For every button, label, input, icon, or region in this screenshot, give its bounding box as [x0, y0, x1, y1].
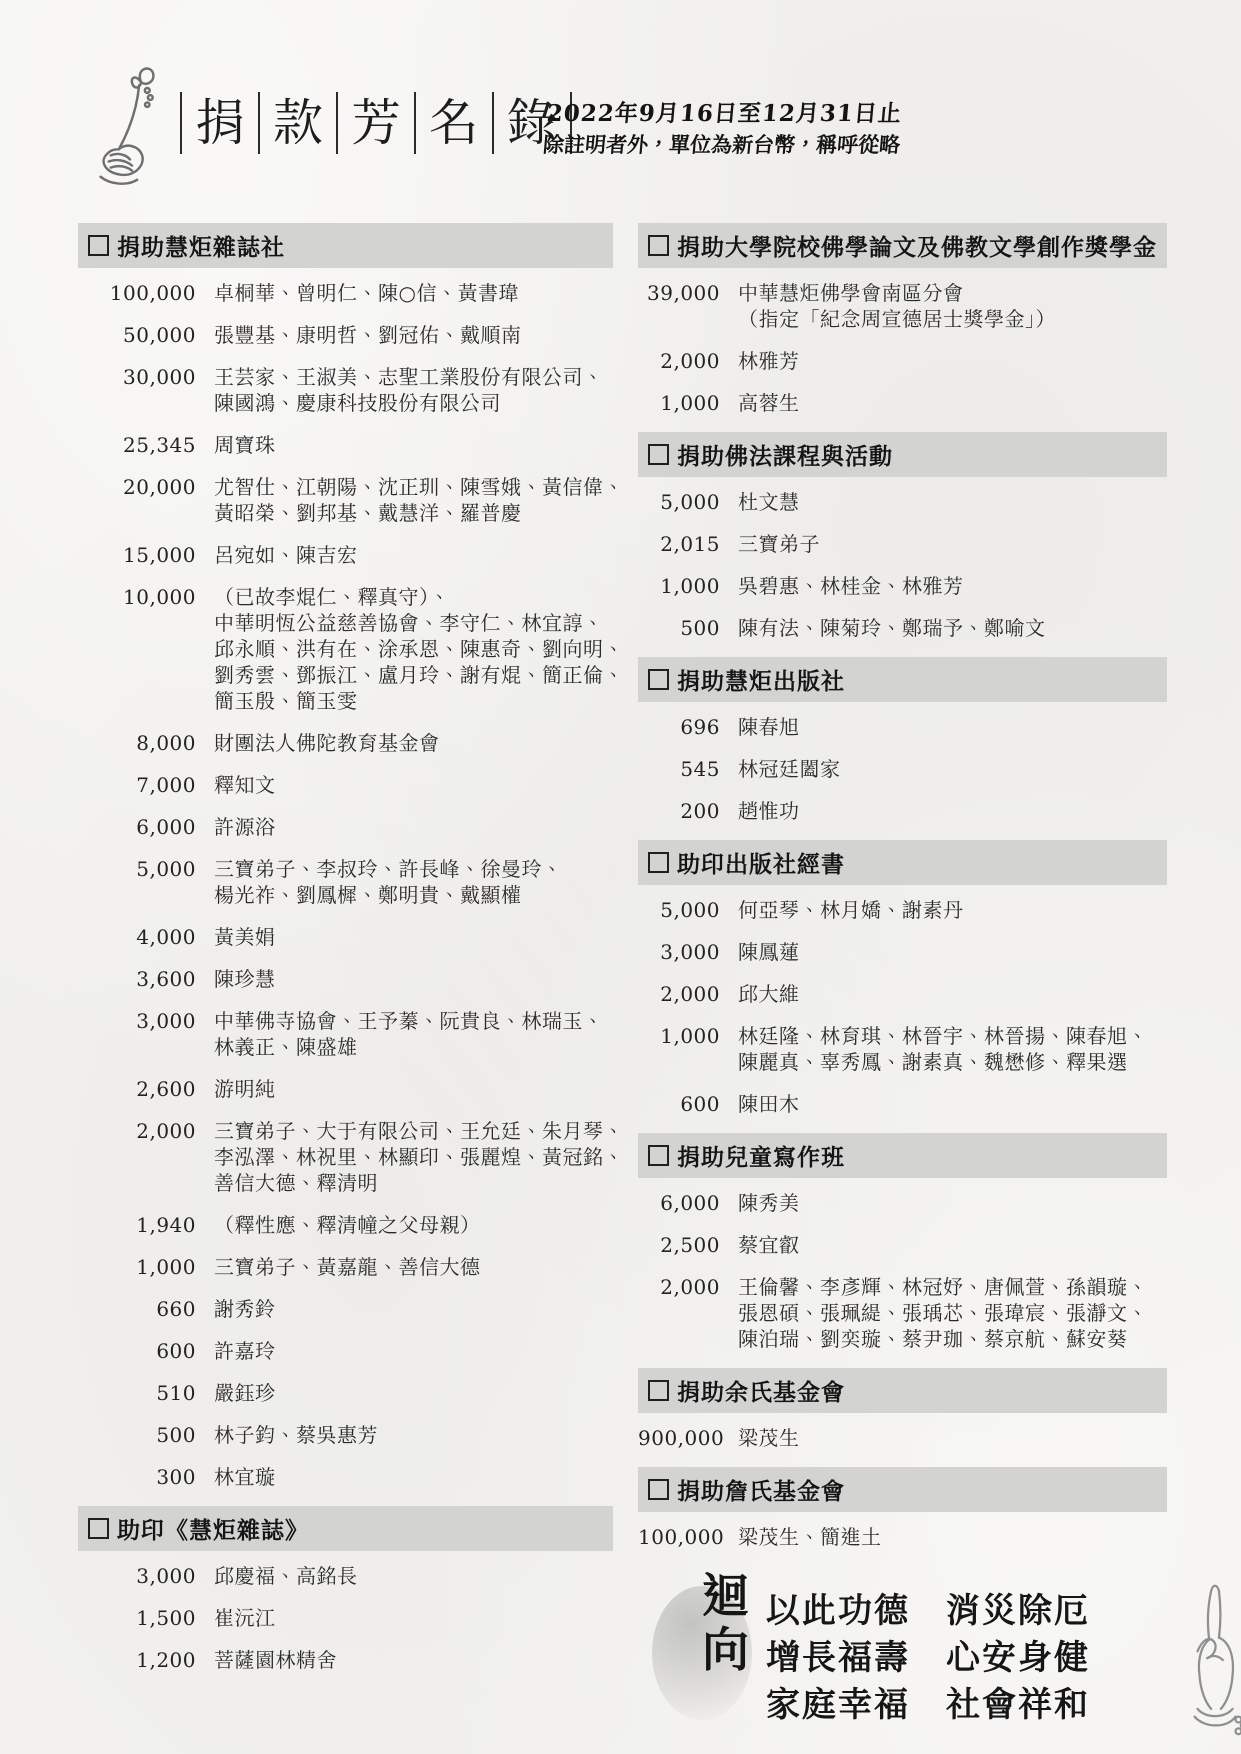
- section-title: 捐助兒童寫作班: [677, 1144, 845, 1170]
- donation-entry: [78, 1118, 624, 1196]
- donor-names: [720, 1190, 1167, 1216]
- donor-names: [196, 1076, 613, 1102]
- donor-name-line: 林義正、陳盛雄: [214, 1035, 358, 1059]
- donation-amount: 1,000: [660, 1024, 720, 1048]
- donor-name-line: 卓桐華、曾明仁、陳○信、黃書瑋: [214, 281, 519, 305]
- donor-name-line: 三寶弟子、黃嘉龍、善信大德: [214, 1255, 481, 1279]
- right-column: [638, 223, 1167, 1754]
- checkbox-square-icon: [648, 1145, 669, 1166]
- donation-amount: 15,000: [123, 543, 196, 567]
- section-header: [638, 223, 1167, 268]
- checkbox-square-icon: [648, 1380, 669, 1401]
- donation-amount: 20,000: [123, 475, 196, 499]
- section-title: 捐助詹氏基金會: [677, 1478, 845, 1504]
- section-title: 助印出版社經書: [677, 851, 845, 877]
- blessing-line: 家庭幸福 社會祥和: [766, 1685, 1090, 1725]
- donor-names: [196, 856, 613, 908]
- donor-names: [720, 714, 1167, 740]
- donation-entry: [638, 939, 1167, 965]
- donor-name-line: 陳鳳蓮: [738, 940, 800, 964]
- donation-amount: 30,000: [123, 365, 196, 389]
- donor-name-line: 林雅芳: [738, 349, 800, 373]
- section-title: 捐助慧炬雜誌社: [117, 234, 285, 260]
- donor-name-line: 陳春旭: [738, 715, 800, 739]
- donor-names: [720, 1425, 1167, 1451]
- donation-amount: 100,000: [109, 281, 196, 305]
- donation-entry: [78, 474, 624, 526]
- donor-name-line: 尤智仕、江朝陽、沈正玔、陳雪娥、黃信偉、: [214, 475, 624, 499]
- donation-entry: [78, 1008, 613, 1060]
- donation-entry: [638, 1091, 1167, 1117]
- donation-amount: 600: [680, 1092, 720, 1116]
- donor-names: [196, 814, 613, 840]
- donor-name-line: 謝秀鈴: [214, 1297, 276, 1321]
- donor-name-line: 王芸家、王淑美、志聖工業股份有限公司、: [214, 365, 604, 389]
- donation-entry: [638, 1425, 1167, 1451]
- donor-names: [196, 432, 613, 458]
- donor-names: [720, 1274, 1167, 1352]
- donor-names: [196, 1563, 613, 1589]
- donation-entry: [638, 897, 1167, 923]
- donor-name-line: 李泓澤、林祝里、林顯印、張麗煌、黃冠銘、: [214, 1145, 624, 1169]
- donation-entry: [78, 584, 624, 714]
- left-column: [78, 223, 624, 1689]
- section-header: [638, 1467, 1167, 1512]
- donor-name-line: （指定「紀念周宣德居士獎學金」）: [738, 307, 1056, 331]
- donor-names: [720, 1023, 1167, 1075]
- donation-amount: 500: [156, 1423, 196, 1447]
- donation-amount: 1,500: [136, 1606, 196, 1630]
- donor-name-line: 嚴鈺珍: [214, 1381, 276, 1405]
- donor-names: [196, 1296, 613, 1322]
- dedication-footer: [638, 1569, 1167, 1754]
- donation-amount: 660: [156, 1297, 196, 1321]
- donor-names: [196, 1380, 613, 1406]
- donation-entry: [78, 1076, 613, 1102]
- donor-name-line: 林宜璇: [214, 1465, 276, 1489]
- donation-amount: 100,000: [638, 1525, 725, 1549]
- donation-entry: [638, 489, 1167, 515]
- donation-amount: 500: [680, 616, 720, 640]
- donation-amount: 4,000: [136, 925, 196, 949]
- donor-name-line: 周寶珠: [214, 433, 276, 457]
- donation-amount: 2,000: [660, 982, 720, 1006]
- checkbox-square-icon: [648, 852, 669, 873]
- donor-names: [196, 924, 613, 950]
- donation-entry: [638, 1524, 1167, 1550]
- donation-entry: [638, 280, 1167, 332]
- donor-names: [196, 730, 613, 756]
- donor-name-line: 邱永順、洪有在、涂承恩、陳惠奇、劉向明、: [214, 637, 624, 661]
- donor-names: [196, 542, 613, 568]
- donor-names: [196, 772, 613, 798]
- donation-entry: [78, 364, 613, 416]
- donation-entry: [638, 714, 1167, 740]
- donor-names: [720, 390, 1167, 416]
- section-header: [638, 657, 1167, 702]
- donation-amount: 1,940: [136, 1213, 196, 1237]
- checkbox-square-icon: [648, 669, 669, 690]
- donor-name-line: （釋性應、釋清幢之父母親）: [214, 1213, 481, 1237]
- donor-name-line: 蔡宜叡: [738, 1233, 800, 1257]
- donation-amount: 200: [680, 799, 720, 823]
- donation-amount: 5,000: [660, 898, 720, 922]
- donor-name-line: 黃美娟: [214, 925, 276, 949]
- section-header: [638, 840, 1167, 885]
- donor-name-line: 梁茂生、簡進土: [738, 1525, 882, 1549]
- donation-entry: [638, 615, 1167, 641]
- donation-entry: [78, 814, 613, 840]
- donation-amount: 8,000: [136, 731, 196, 755]
- donor-name-line: 釋知文: [214, 773, 276, 797]
- donation-amount: 2,015: [660, 532, 720, 556]
- donation-amount: 2,600: [136, 1077, 196, 1101]
- section-title: 捐助大學院校佛學論文及佛教文學創作獎學金: [677, 234, 1157, 260]
- section-title: 捐助佛法課程與活動: [677, 443, 893, 469]
- section-header: [638, 1133, 1167, 1178]
- donor-name-line: 高蓉生: [738, 391, 800, 415]
- donation-amount: 1,000: [136, 1255, 196, 1279]
- hand-holding-lotus-icon: [80, 62, 182, 194]
- donor-name-line: 菩薩園林精舍: [214, 1648, 337, 1672]
- checkbox-square-icon: [88, 1518, 109, 1539]
- donor-name-line: 三寶弟子、大于有限公司、王允廷、朱月琴、: [214, 1119, 624, 1143]
- blessing-text: [766, 1588, 1090, 1729]
- donor-name-line: 中華佛寺協會、王予蓁、阮貴良、林瑞玉、: [214, 1009, 604, 1033]
- donation-entry: [78, 772, 613, 798]
- dedication-char: 迴: [702, 1569, 749, 1624]
- donation-entry: [78, 542, 613, 568]
- donor-name-line: 林冠廷闔家: [738, 757, 841, 781]
- section-title: 助印《慧炬雜誌》: [117, 1517, 309, 1543]
- section-header: [638, 432, 1167, 477]
- donation-amount: 25,345: [123, 433, 196, 457]
- donation-amount: 3,000: [136, 1009, 196, 1033]
- donor-names: [720, 573, 1167, 599]
- donation-amount: 510: [156, 1381, 196, 1405]
- donation-amount: 5,000: [660, 490, 720, 514]
- donor-names: [196, 584, 624, 714]
- donor-names: [720, 1232, 1167, 1258]
- donor-name-line: 何亞琴、林月嬌、謝素丹: [738, 898, 964, 922]
- title-char: 款: [273, 94, 323, 152]
- donation-amount: 545: [680, 757, 720, 781]
- donation-entry: [78, 322, 613, 348]
- section-header: [78, 223, 613, 268]
- donor-name-line: 許源浴: [214, 815, 276, 839]
- donor-name-line: 三寶弟子、李叔玲、許長峰、徐曼玲、: [214, 857, 563, 881]
- donor-name-line: 呂宛如、陳吉宏: [214, 543, 358, 567]
- section-header: [638, 1368, 1167, 1413]
- donor-name-line: 吳碧惠、林桂金、林雅芳: [738, 574, 964, 598]
- page-title: [180, 92, 572, 154]
- donor-names: [720, 348, 1167, 374]
- donation-entry: [638, 981, 1167, 1007]
- donation-amount: 39,000: [647, 281, 720, 305]
- title-char: 名: [429, 94, 479, 152]
- page-header: [0, 0, 1241, 223]
- donation-entry: [638, 1232, 1167, 1258]
- donor-names: [196, 280, 613, 306]
- donation-amount: 6,000: [136, 815, 196, 839]
- donor-names: [720, 1524, 1167, 1550]
- donation-entry: [78, 1464, 613, 1490]
- donor-names: [196, 1338, 613, 1364]
- donation-amount: 10,000: [123, 585, 196, 609]
- donation-amount: 6,000: [660, 1191, 720, 1215]
- donor-names: [196, 1647, 613, 1673]
- donor-names: [196, 1464, 613, 1490]
- donor-names: [196, 1008, 613, 1060]
- donor-name-line: 三寶弟子: [738, 532, 820, 556]
- donation-amount: 3,000: [136, 1564, 196, 1588]
- donor-name-line: 中華慧炬佛學會南區分會: [738, 281, 964, 305]
- checkbox-square-icon: [648, 235, 669, 256]
- donor-name-line: 中華明恆公益慈善協會、李守仁、林宜諄、: [214, 611, 604, 635]
- donation-entry: [78, 966, 613, 992]
- donor-names: [196, 322, 613, 348]
- donation-entry: [638, 573, 1167, 599]
- donor-names: [196, 1422, 613, 1448]
- donor-name-line: 趙惟功: [738, 799, 800, 823]
- donor-name-line: 林子鈞、蔡吳惠芳: [214, 1423, 378, 1447]
- donation-entry: [638, 1274, 1167, 1352]
- donor-name-line: 財團法人佛陀教育基金會: [214, 731, 440, 755]
- dedication-char: 向: [702, 1623, 749, 1678]
- donor-names: [720, 1091, 1167, 1117]
- donation-amount: 3,600: [136, 967, 196, 991]
- donor-name-line: 崔沅江: [214, 1606, 276, 1630]
- title-char: 芳: [351, 94, 401, 152]
- donor-name-line: 杜文慧: [738, 490, 800, 514]
- blessing-hand-icon: [1178, 1574, 1241, 1754]
- donation-period: 2022年9月16日至12月31日止: [545, 100, 904, 127]
- donation-entry: [78, 1647, 613, 1673]
- title-char: 錄: [507, 94, 557, 152]
- blessing-line: 以此功德 消災除厄: [766, 1591, 1090, 1631]
- donor-name-line: 張豐基、康明哲、劉冠佑、戴順南: [214, 323, 522, 347]
- donor-name-line: 黃昭榮、劉邦基、戴慧洋、羅普慶: [214, 501, 522, 525]
- donor-names: [720, 280, 1167, 332]
- donor-name-line: 簡玉殷、簡玉雯: [214, 689, 358, 713]
- donor-name-line: 許嘉玲: [214, 1339, 276, 1363]
- donor-name-line: 林廷隆、林育琪、林晉宇、林晉揚、陳春旭、: [738, 1024, 1148, 1048]
- donor-names: [196, 1254, 613, 1280]
- donation-amount: 50,000: [123, 323, 196, 347]
- donation-amount: 1,000: [660, 574, 720, 598]
- dedication-title: [702, 1570, 749, 1678]
- checkbox-square-icon: [88, 235, 109, 256]
- donation-entry: [638, 390, 1167, 416]
- donation-entry: [78, 432, 613, 458]
- donor-names: [196, 1212, 613, 1238]
- donation-entry: [638, 1023, 1167, 1075]
- donor-names: [196, 966, 613, 992]
- donation-amount: 7,000: [136, 773, 196, 797]
- donation-amount: 2,000: [660, 349, 720, 373]
- donation-amount: 900,000: [638, 1426, 725, 1450]
- donor-names: [196, 1605, 613, 1631]
- donor-name-line: 邱大維: [738, 982, 800, 1006]
- donation-entry: [78, 1212, 613, 1238]
- donation-columns: [0, 223, 1241, 1754]
- donor-name-line: 陳珍慧: [214, 967, 276, 991]
- donation-entry: [638, 348, 1167, 374]
- donor-name-line: 梁茂生: [738, 1426, 800, 1450]
- donation-amount: 2,500: [660, 1233, 720, 1257]
- donation-entry: [78, 856, 613, 908]
- donation-entry: [638, 756, 1167, 782]
- donation-amount: 5,000: [136, 857, 196, 881]
- checkbox-square-icon: [648, 1479, 669, 1500]
- donor-name-line: 劉秀雲、鄧振江、盧月玲、謝有焜、簡正倫、: [214, 663, 624, 687]
- donation-amount: 2,000: [660, 1275, 720, 1299]
- checkbox-square-icon: [648, 444, 669, 465]
- section-title: 捐助余氏基金會: [677, 1379, 845, 1405]
- donation-entry: [638, 1190, 1167, 1216]
- donation-amount: 600: [156, 1339, 196, 1363]
- donation-entry: [78, 1563, 613, 1589]
- donor-name-line: 游明純: [214, 1077, 276, 1101]
- donation-amount: 300: [156, 1465, 196, 1489]
- donation-entry: [78, 1254, 613, 1280]
- donation-entry: [638, 798, 1167, 824]
- period-note: [535, 98, 910, 160]
- section-title: 捐助慧炬出版社: [677, 668, 845, 694]
- donor-name-line: 陳泊瑞、劉奕璇、蔡尹珈、蔡京航、蘇安葵: [738, 1327, 1128, 1351]
- donation-amount: 1,000: [660, 391, 720, 415]
- donor-names: [720, 615, 1167, 641]
- donation-amount: 2,000: [136, 1119, 196, 1143]
- donor-name-line: 陳國鴻、慶康科技股份有限公司: [214, 391, 501, 415]
- donor-names: [720, 531, 1167, 557]
- donation-amount: 696: [680, 715, 720, 739]
- donation-entry: [78, 730, 613, 756]
- donation-amount: 3,000: [660, 940, 720, 964]
- blessing-line: 增長福壽 心安身健: [766, 1638, 1090, 1678]
- donation-entry: [78, 1296, 613, 1322]
- donor-names: [196, 474, 624, 526]
- donor-name-line: 陳秀美: [738, 1191, 800, 1215]
- donor-name-line: 楊光祚、劉鳳樨、鄭明貴、戴顯權: [214, 883, 522, 907]
- donor-name-line: 陳麗真、辜秀鳳、謝素真、魏懋修、釋果選: [738, 1050, 1128, 1074]
- donation-entry: [78, 280, 613, 306]
- donor-names: [196, 1118, 624, 1196]
- currency-note: 除註明者外，單位為新台幣，稱呼從略: [542, 132, 902, 157]
- title-char: 捐: [195, 94, 245, 152]
- donation-entry: [78, 1338, 613, 1364]
- donor-name-line: 邱慶福、高銘長: [214, 1564, 358, 1588]
- donor-name-line: （已故李焜仁、釋真守）、: [214, 585, 450, 609]
- donor-names: [720, 489, 1167, 515]
- section-header: [78, 1506, 613, 1551]
- donation-entry: [78, 924, 613, 950]
- donation-entry: [78, 1422, 613, 1448]
- donor-names: [196, 364, 613, 416]
- donor-names: [720, 798, 1167, 824]
- donor-name-line: 善信大德、釋清明: [214, 1171, 378, 1195]
- donor-name-line: 陳田木: [738, 1092, 800, 1116]
- donor-names: [720, 939, 1167, 965]
- donor-names: [720, 756, 1167, 782]
- donation-entry: [78, 1380, 613, 1406]
- donor-name-line: 張恩碩、張珮緹、張瑀芯、張瑋宸、張瀞文、: [738, 1301, 1148, 1325]
- donation-entry: [78, 1605, 613, 1631]
- donation-amount: 1,200: [136, 1648, 196, 1672]
- donor-name-line: 王倫馨、李彥輝、林冠妤、唐佩萱、孫韻璇、: [738, 1275, 1148, 1299]
- donor-names: [720, 897, 1167, 923]
- donor-name-line: 陳有法、陳菊玲、鄭瑞予、鄭喻文: [738, 616, 1046, 640]
- donation-entry: [638, 531, 1167, 557]
- donor-names: [720, 981, 1167, 1007]
